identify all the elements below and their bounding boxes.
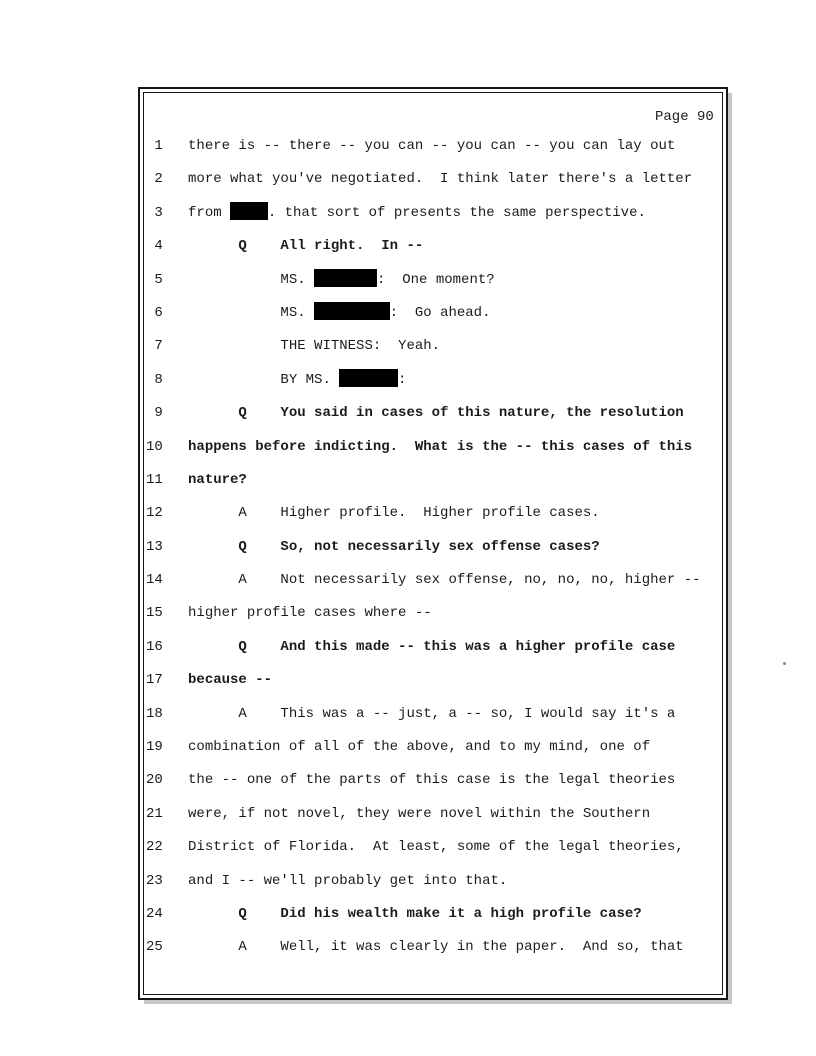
line-text	[188, 839, 684, 855]
line-number-gap	[163, 238, 188, 254]
line-number: 8	[154, 371, 163, 388]
line-number-gap	[163, 706, 188, 722]
line-text	[188, 572, 700, 588]
line-number-gap	[163, 205, 188, 221]
line-number-gap	[163, 639, 188, 655]
line-text	[188, 171, 692, 187]
line-number-gap	[163, 472, 188, 488]
line-number: 6	[154, 304, 163, 321]
line-text	[188, 939, 684, 955]
line-text	[188, 739, 650, 755]
transcript-line	[146, 464, 701, 497]
line-text-segment: A Not necessarily sex offense, no, no, no, higher --	[188, 572, 701, 589]
line-number: 12	[146, 505, 163, 522]
line-text	[188, 472, 247, 488]
line-text-segment: A Higher profile. Higher profile cases.	[188, 505, 600, 522]
line-number-gap	[163, 138, 188, 154]
transcript-line	[146, 531, 701, 564]
line-text	[188, 539, 600, 555]
transcript-line	[146, 497, 701, 530]
line-text-segment: because --	[188, 672, 273, 689]
line-number: 3	[154, 204, 163, 221]
transcript-line	[146, 631, 701, 664]
line-text	[188, 238, 423, 254]
line-text	[188, 138, 675, 154]
transcript-line	[146, 664, 701, 697]
line-text-segment: Q Did his wealth make it a high profile case?	[188, 905, 642, 922]
line-text	[188, 873, 507, 889]
transcript-line	[146, 831, 701, 864]
transcript-line	[146, 163, 701, 196]
transcript-line	[146, 297, 701, 330]
line-number: 7	[154, 338, 163, 355]
line-text-segment: District of Florida. At least, some of the legal theories,	[188, 839, 684, 856]
line-text-segment: from	[188, 204, 231, 221]
line-number: 4	[154, 238, 163, 255]
transcript-line	[146, 230, 701, 263]
line-number-gap	[163, 739, 188, 755]
line-text-segment: MS.	[188, 271, 315, 288]
transcript-line	[146, 731, 701, 764]
line-text	[188, 906, 642, 922]
line-number-gap	[163, 505, 188, 521]
line-text-segment: there is -- there -- you can -- you can -- you can lay out	[188, 138, 676, 154]
transcript-body	[146, 130, 701, 965]
line-number: 16	[146, 638, 163, 655]
line-number: 11	[146, 471, 163, 488]
line-text	[188, 439, 692, 455]
transcript-line	[146, 564, 701, 597]
line-number: 13	[146, 538, 163, 555]
line-text	[188, 772, 675, 788]
transcript-line	[146, 865, 701, 898]
line-text-segment: . that sort of presents the same perspective.	[267, 204, 646, 221]
line-text-segment: A This was a -- just, a -- so, I would say it's a	[188, 705, 676, 722]
line-text-segment: A Well, it was clearly in the paper. And so, that	[188, 939, 684, 956]
line-text-segment: higher profile cases where --	[188, 605, 432, 622]
redaction-box	[339, 369, 398, 387]
redaction-box	[230, 202, 268, 220]
line-number: 24	[146, 905, 163, 922]
line-text-segment: Q So, not necessarily sex offense cases?	[188, 538, 600, 555]
line-number: 20	[146, 772, 163, 789]
redaction-box	[314, 302, 390, 320]
line-text	[188, 338, 440, 354]
line-text-segment: and I -- we'll probably get into that.	[188, 872, 508, 889]
line-text	[188, 205, 646, 221]
line-text	[188, 272, 495, 288]
transcript-line	[146, 364, 701, 397]
transcript-line	[146, 130, 701, 163]
line-text-segment: Q And this made -- this was a higher profile case	[188, 638, 676, 655]
transcript-line	[146, 330, 701, 363]
line-text-segment: MS.	[188, 304, 315, 321]
line-text	[188, 639, 675, 655]
transcript-line	[146, 698, 701, 731]
transcript-line	[146, 197, 701, 230]
line-text-segment: more what you've negotiated. I think later there's a letter	[188, 171, 693, 188]
transcript-line	[146, 431, 701, 464]
line-text-segment: THE WITNESS: Yeah.	[188, 338, 441, 355]
line-text-segment: were, if not novel, they were novel within the Southern	[188, 805, 651, 822]
transcript-line	[146, 798, 701, 831]
page-number-label: Page 90	[655, 109, 714, 125]
line-number-gap	[163, 873, 188, 889]
line-number-gap	[163, 939, 188, 955]
line-text-segment: combination of all of the above, and to my mind, one of	[188, 739, 651, 756]
line-text-segment: Q All right. In --	[188, 238, 424, 255]
redaction-box	[314, 269, 377, 287]
line-number: 1	[154, 138, 163, 154]
line-text-segment: : One moment?	[377, 271, 495, 288]
line-text-segment: the -- one of the parts of this case is the legal theories	[188, 772, 676, 789]
line-number-gap	[163, 806, 188, 822]
line-number-gap	[163, 605, 188, 621]
line-number-gap	[163, 338, 188, 354]
line-number-gap	[163, 772, 188, 788]
line-number: 18	[146, 705, 163, 722]
line-text	[188, 672, 272, 688]
line-number: 15	[146, 605, 163, 622]
line-number: 22	[146, 839, 163, 856]
scan-speck	[783, 662, 786, 665]
line-number: 9	[154, 405, 163, 422]
transcript-line	[146, 597, 701, 630]
line-number: 10	[146, 438, 163, 455]
line-text-segment: : Go ahead.	[389, 304, 491, 321]
transcript-line	[146, 898, 701, 931]
line-text	[188, 305, 490, 321]
line-number: 21	[146, 805, 163, 822]
line-number: 2	[154, 171, 163, 188]
transcript-line	[146, 764, 701, 797]
line-number-gap	[163, 171, 188, 187]
line-text	[188, 505, 600, 521]
line-number-gap	[163, 439, 188, 455]
line-text-segment: happens before indicting. What is the -- this cases of this	[188, 438, 693, 455]
line-text-segment: Q You said in cases of this nature, the resolution	[188, 405, 684, 422]
line-number-gap	[163, 305, 188, 321]
line-number-gap	[163, 272, 188, 288]
line-number: 5	[154, 271, 163, 288]
line-number-gap	[163, 572, 188, 588]
line-number-gap	[163, 405, 188, 421]
transcript-line	[146, 397, 701, 430]
line-number-gap	[163, 839, 188, 855]
line-number: 25	[146, 939, 163, 956]
line-number: 19	[146, 739, 163, 756]
transcript-line	[146, 931, 701, 964]
line-text-segment: nature?	[188, 471, 247, 488]
line-text	[188, 806, 650, 822]
line-text-segment: BY MS.	[188, 371, 340, 388]
line-number-gap	[163, 372, 188, 388]
line-text	[188, 372, 406, 388]
line-text	[188, 605, 432, 621]
line-text-segment: :	[398, 371, 407, 388]
line-text	[188, 405, 684, 421]
line-number: 17	[146, 672, 163, 689]
line-number: 14	[146, 572, 163, 589]
line-number: 23	[146, 872, 163, 889]
line-number-gap	[163, 906, 188, 922]
line-number-gap	[163, 539, 188, 555]
transcript-line	[146, 264, 701, 297]
line-text	[188, 706, 675, 722]
line-number-gap	[163, 672, 188, 688]
